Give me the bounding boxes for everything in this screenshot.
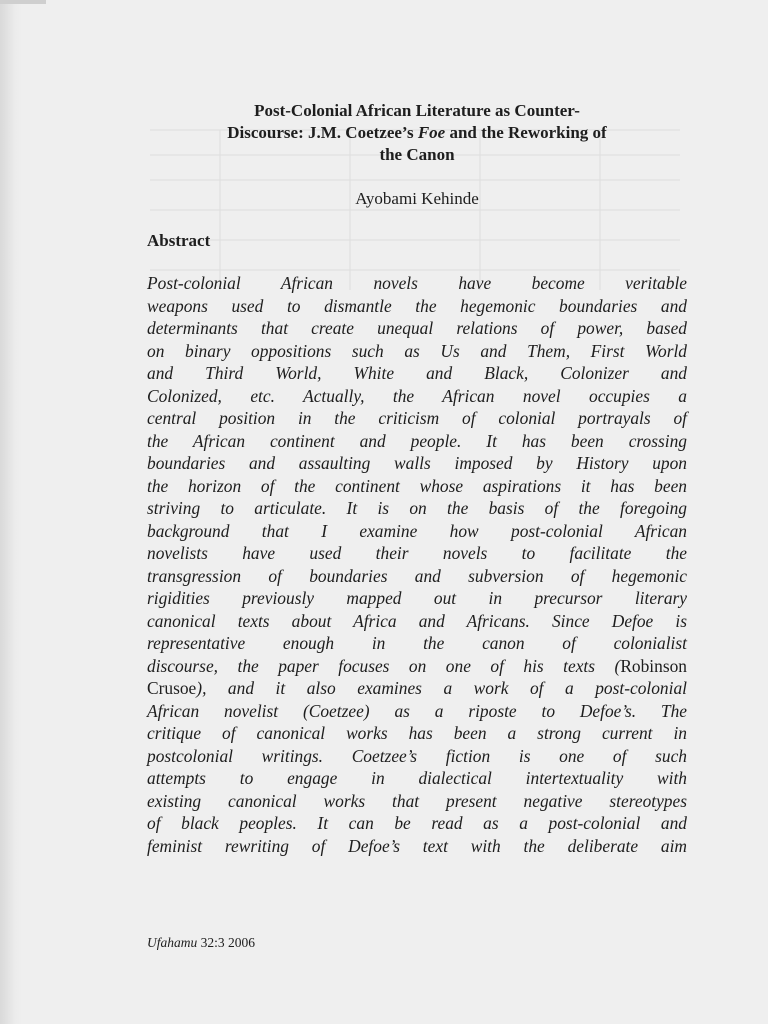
abstract-line: novelists have used their novels to facilitate the [147,543,687,563]
abstract-line: of black peoples. It can be read as a post-colonial and [147,813,687,833]
abstract-heading: Abstract [147,231,211,250]
abstract-line: feminist rewriting of Defoe’s text with the deliberate aim [147,835,687,856]
abstract-line: boundaries and assaulting walls imposed by History upon [147,453,687,473]
abstract-line: and Third World, White and Black, Colonizer and [147,363,687,383]
author-name: Ayobami Kehinde [355,189,479,208]
abstract-line-crusoe [147,677,687,700]
title-line-1: Post-Colonial African Literature as Counter- [254,101,580,120]
title-line-2-end: and the Reworking of [445,123,607,142]
abstract-line: critique of canonical works has been a strong current in [147,723,687,743]
article-content [147,100,687,857]
title-foe-italic: Foe [417,123,446,142]
page-footer [147,935,255,951]
abstract-body [147,272,687,857]
abstract-line: on binary oppositions such as Us and Them, First World [147,340,687,361]
abstract-line: canonical texts about Africa and Africans. Since Defoe is [147,610,687,631]
abstract-line: weapons used to dismantle the hegemonic boundaries and [147,295,687,316]
abstract-line: the African continent and people. It has been crossing [147,430,687,451]
journal-issue: 32:3 2006 [200,935,256,950]
title-line-2 [147,122,687,144]
abstract-line: Colonized, etc. Actually, the African novel occupies a [147,385,687,406]
page-left-edge-shadow [0,0,22,1024]
abstract-line: existing canonical works that present negative stereotypes [147,790,687,811]
abstract-line: attempts to engage in dialectical intertextuality with [147,768,687,788]
abstract-line: transgression of boundaries and subversion of hegemonic [147,565,687,586]
book-title-crusoe: Crusoe [147,678,197,698]
abstract-line-text: ), and it also examines a work of a post-colonial [196,678,687,698]
abstract-line: African novelist (Coetzee) as a riposte to Defoe’s. The [147,700,687,721]
title-line-3: the Canon [379,145,455,164]
title-line-2-start: Discourse: J.M. Coetzee’s [227,123,418,142]
abstract-line: representative enough in the canon of colonialist [147,633,687,653]
journal-name: Ufahamu [147,935,198,950]
abstract-line: Post-colonial African novels have become veritable [147,273,687,293]
abstract-line: central position in the criticism of colonial portrayals of [147,408,687,428]
abstract-line: the horizon of the continent whose aspirations it has been [147,475,687,496]
abstract-line: postcolonial writings. Coetzee’s fiction is one of such [147,745,687,766]
book-title-robinson: Robinson [620,655,687,676]
abstract-line-robinson [147,655,687,678]
abstract-line: striving to articulate. It is on the basis of the foregoing [147,498,687,518]
abstract-line: background that I examine how post-colonial African [147,520,687,541]
abstract-line-text: discourse, the paper focuses on one of his texts ( [147,655,621,676]
abstract-line: rigidities previously mapped out in precursor literary [147,588,687,608]
article-title [147,100,687,166]
abstract-line: determinants that create unequal relations of power, based [147,318,687,338]
page-top-edge-mark [0,0,46,4]
